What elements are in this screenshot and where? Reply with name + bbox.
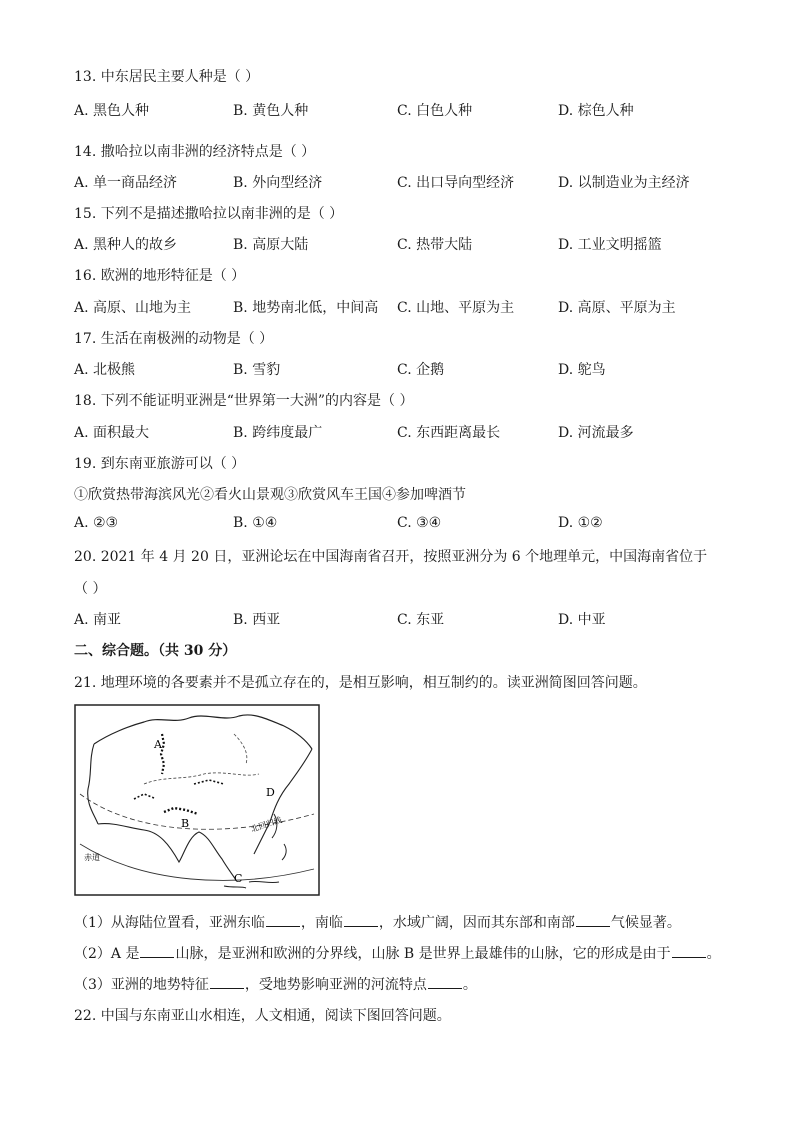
q15-option-a: A. 黑种人的故乡 (74, 237, 178, 253)
q20-option-d: D. 中亚 (558, 612, 606, 628)
q20-option-b: B. 西亚 (233, 612, 281, 628)
q21-part3 (74, 974, 477, 994)
q21-part2-text-1: （2）A 是 (74, 946, 140, 962)
q21-part3-text-3: 。 (462, 977, 477, 993)
q13-stem: 13. 中东居民主要人种是（ ） (74, 69, 260, 85)
q19-option-d: D. ①② (558, 515, 603, 531)
q20-option-c: C. 东亚 (397, 612, 445, 628)
q13-option-b: B. 黄色人种 (233, 103, 309, 119)
q18-option-c: C. 东西距离最长 (397, 425, 501, 441)
q19-option-b: B. ①④ (233, 515, 278, 531)
answer-blank[interactable] (672, 945, 706, 958)
q17-option-a: A. 北极熊 (74, 362, 136, 378)
map-tropic-label: 北回归线 (249, 815, 284, 834)
q14-option-d: D. 以制造业为主经济 (558, 175, 690, 191)
answer-blank[interactable] (344, 914, 378, 927)
q21-part2 (74, 943, 721, 963)
q18-option-d: D. 河流最多 (558, 425, 634, 441)
q17-option-b: B. 雪豹 (233, 362, 281, 378)
q22-stem: 22. 中国与东南亚山水相连，人文相通，阅读下图回答问题。 (74, 1008, 451, 1024)
answer-blank[interactable] (576, 914, 610, 927)
q21-part1 (74, 912, 681, 932)
section-heading: 二、综合题。（共 30 分） (74, 643, 237, 659)
q14-option-a: A. 单一商品经济 (74, 175, 178, 191)
map-equator-label: 赤道 (84, 853, 100, 862)
q19-stem: 19. 到东南亚旅游可以（ ） (74, 456, 246, 472)
map-label-c: C (234, 872, 243, 885)
answer-blank[interactable] (140, 945, 174, 958)
q18-option-a: A. 面积最大 (74, 425, 150, 441)
q21-part2-text-3: 。 (706, 946, 721, 962)
q14-option-b: B. 外向型经济 (233, 175, 323, 191)
q17-option-c: C. 企鹅 (397, 362, 445, 378)
q18-stem: 18. 下列不能证明亚洲是“世界第一大洲”的内容是（ ） (74, 393, 414, 409)
q14-option-c: C. 出口导向型经济 (397, 175, 515, 191)
q13-option-c: C. 白色人种 (397, 103, 473, 119)
q18-option-b: B. 跨纬度最广 (233, 425, 323, 441)
q19-items: ①欣赏热带海滨风光②看火山景观③欣赏风车王国④参加啤酒节 (74, 487, 466, 503)
map-label-d: D (266, 786, 275, 799)
q16-option-b: B. 地势南北低，中间高 (233, 300, 379, 316)
q14-stem: 14. 撒哈拉以南非洲的经济特点是（ ） (74, 144, 316, 160)
answer-blank[interactable] (210, 976, 244, 989)
answer-blank[interactable] (428, 976, 462, 989)
q21-part3-text-1: （3）亚洲的地势特征 (74, 977, 209, 993)
asia-sketch-map (74, 704, 320, 896)
q21-part1-text-3: ，水域广阔，因而其东部和南部 (378, 915, 575, 931)
q16-option-a: A. 高原、山地为主 (74, 300, 192, 316)
q20-stem-cont: （ ） (74, 581, 107, 597)
q19-option-a: A. ②③ (74, 515, 119, 531)
map-label-a: A (154, 738, 162, 751)
answer-blank[interactable] (266, 914, 300, 927)
q21-part1-text-1: （1）从海陆位置看，亚洲东临 (74, 915, 265, 931)
q15-option-b: B. 高原大陆 (233, 237, 309, 253)
q13-option-a: A. 黑色人种 (74, 103, 150, 119)
q13-option-d: D. 棕色人种 (558, 103, 634, 119)
q16-option-d: D. 高原、平原为主 (558, 300, 676, 316)
q17-stem: 17. 生活在南极洲的动物是（ ） (74, 331, 274, 347)
q21-stem: 21. 地理环境的各要素并不是孤立存在的，是相互影响，相互制约的。读亚洲简图回答问题。 (74, 675, 647, 691)
q17-option-d: D. 鸵鸟 (558, 362, 606, 378)
q15-option-c: C. 热带大陆 (397, 237, 473, 253)
map-label-b: B (181, 817, 190, 830)
q20-stem: 20. 2021 年 4 月 20 日，亚洲论坛在中国海南省召开，按照亚洲分为 6 个地理单元，中国海南省位于 (74, 549, 708, 565)
q16-option-c: C. 山地、平原为主 (397, 300, 515, 316)
q20-option-a: A. 南亚 (74, 612, 122, 628)
q15-stem: 15. 下列不是描述撒哈拉以南非洲的是（ ） (74, 206, 344, 222)
q21-part3-text-2: ，受地势影响亚洲的河流特点 (244, 977, 427, 993)
q21-part1-text-4: 气候显著。 (610, 915, 681, 931)
q21-part1-text-2: ，南临 (300, 915, 343, 931)
q16-stem: 16. 欧洲的地形特征是（ ） (74, 268, 246, 284)
q21-part2-text-2: 山脉，是亚洲和欧洲的分界线，山脉 B 是世界上最雄伟的山脉，它的形成是由于 (175, 946, 671, 962)
q15-option-d: D. 工业文明摇篮 (558, 237, 662, 253)
q19-option-c: C. ③④ (397, 515, 442, 531)
